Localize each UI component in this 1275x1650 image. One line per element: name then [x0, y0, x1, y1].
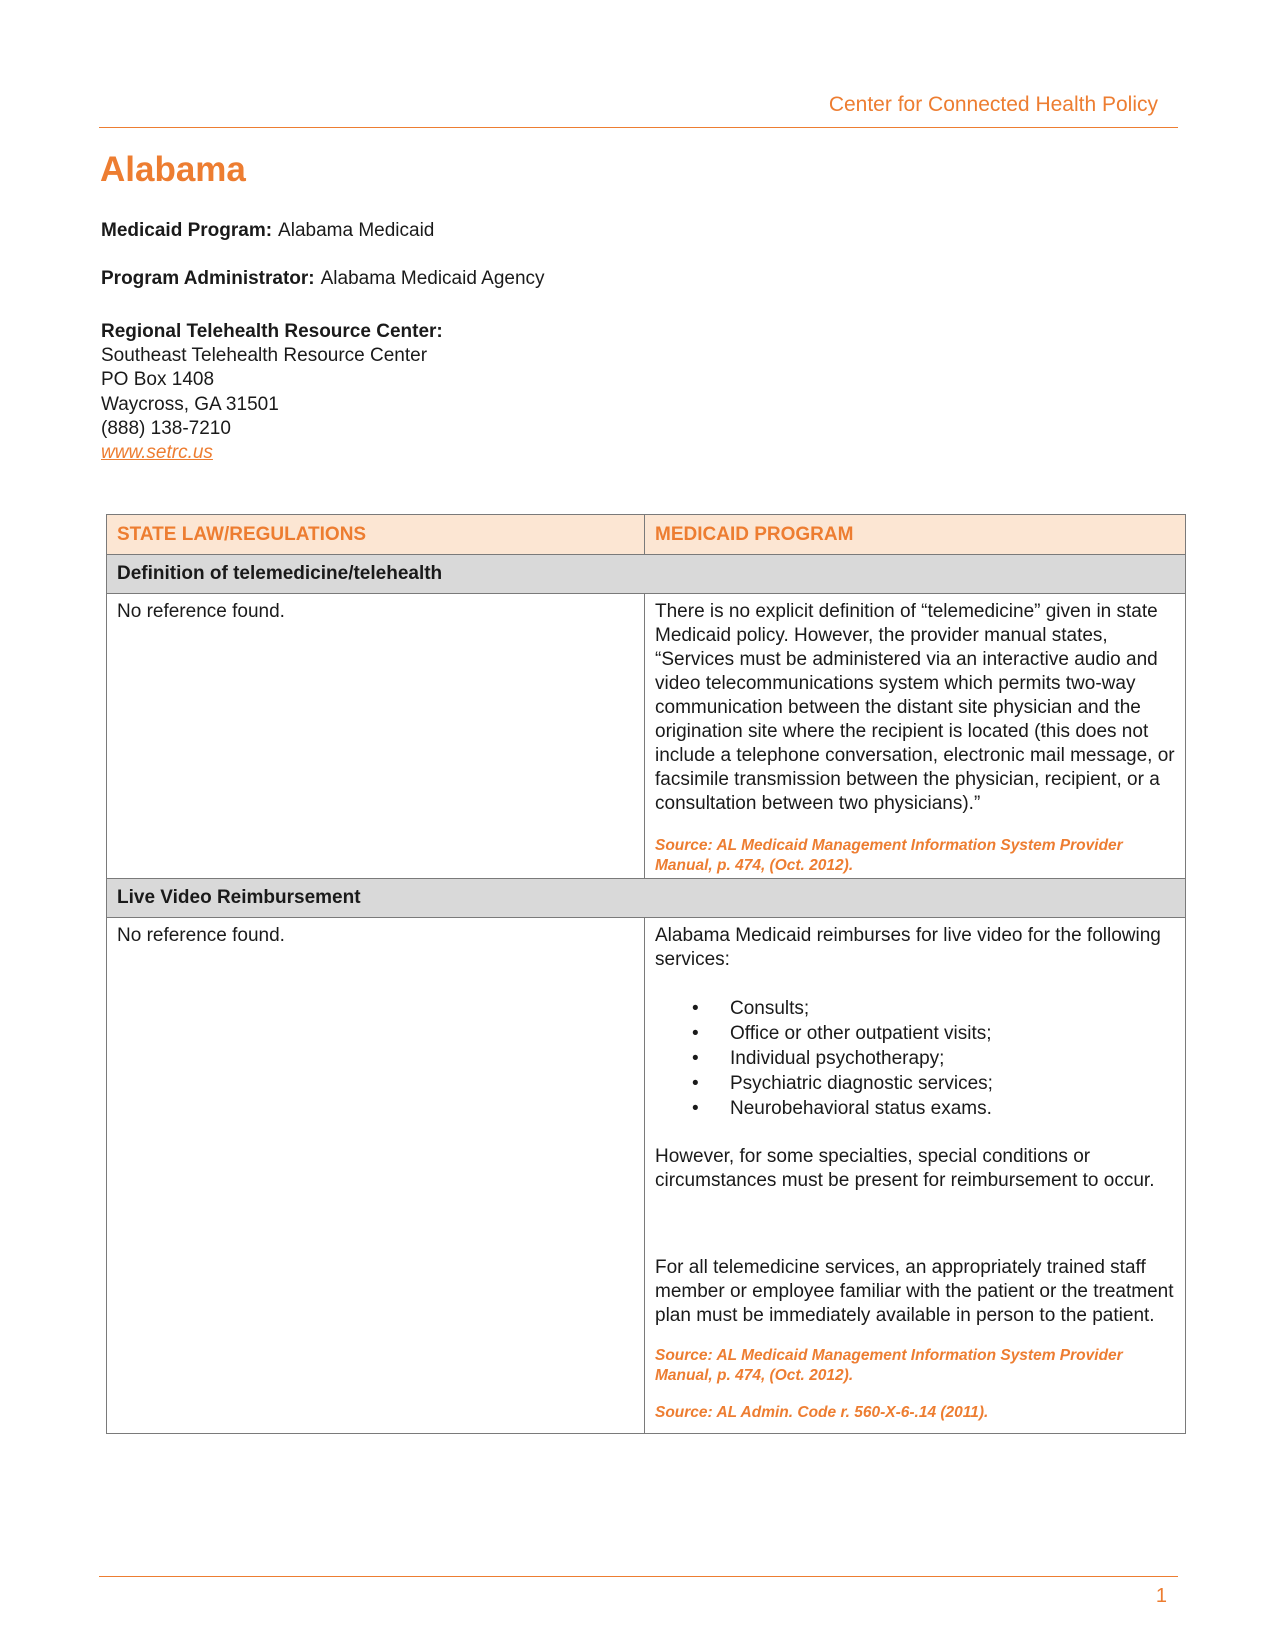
- state-law-text: No reference found.: [117, 925, 285, 946]
- table-header-row: [107, 515, 1186, 555]
- section-header-row: [107, 555, 1186, 594]
- list-item: • Office or other outpatient visits;: [692, 1023, 992, 1044]
- medicaid-cell: [645, 918, 1186, 1434]
- live-video-intro: Alabama Medicaid reimburses for live video for the following services:: [655, 925, 1161, 970]
- services-list: [655, 996, 1175, 1121]
- table-row: [107, 918, 1186, 1434]
- definition-text: There is no explicit definition of “telemedicine” given in state Medicaid policy. However, the provider manual states, “Services must be administered via an interactive audio and video telecommunications system which permits two-way communication between the distant site physician and the origination site where the recipient is located (this does not include a telephone conversation, electronic mail message, or facsimile transmission between the physician, recipient, or a consultation between two physicians).”: [655, 601, 1175, 814]
- section-title-live-video: Live Video Reimbursement: [107, 879, 1186, 918]
- page-number: 1: [1155, 1585, 1167, 1607]
- state-law-text: No reference found.: [117, 601, 285, 622]
- list-item: • Consults;: [692, 998, 810, 1019]
- definition-source: Source: AL Medicaid Management Information System Provider Manual, p. 474, (Oct. 2012).: [655, 837, 1123, 874]
- resource-center-name: Southeast Telehealth Resource Center: [101, 345, 428, 367]
- resource-center-link[interactable]: www.setrc.us: [101, 442, 213, 464]
- header-divider: [99, 127, 1178, 128]
- list-item: • Neurobehavioral status exams.: [692, 1098, 992, 1119]
- resource-center-block: [101, 320, 443, 465]
- medicaid-program-value: Alabama Medicaid: [278, 220, 435, 241]
- resource-center-label: Regional Telehealth Resource Center:: [101, 321, 443, 342]
- state-law-cell: [107, 918, 645, 1434]
- program-administrator-value: Alabama Medicaid Agency: [320, 268, 545, 289]
- table-row: [107, 594, 1186, 879]
- page-title: Alabama: [100, 150, 246, 189]
- resource-center-phone: (888) 138-7210: [101, 417, 231, 439]
- header-organization: Center for Connected Health Policy: [828, 93, 1158, 116]
- state-law-cell: [107, 594, 645, 879]
- resource-center-address1: PO Box 1408: [101, 369, 215, 391]
- program-administrator-line: [101, 267, 545, 291]
- live-video-source-1: Source: AL Medicaid Management Information System Provider Manual, p. 474, (Oct. 2012).: [655, 1347, 1123, 1384]
- list-item: • Psychiatric diagnostic services;: [692, 1073, 993, 1094]
- col-header-state-law: STATE LAW/REGULATIONS: [107, 515, 645, 555]
- resource-center-address2: Waycross, GA 31501: [101, 393, 279, 415]
- medicaid-program-line: [101, 219, 434, 243]
- special-conditions-text: However, for some specialties, special conditions or circumstances must be present for reimbursement to occur.: [655, 1146, 1155, 1191]
- col-header-medicaid: MEDICAID PROGRAM: [645, 515, 1186, 555]
- live-video-source-2: Source: AL Admin. Code r. 560-X-6-.14 (2011).: [655, 1404, 989, 1421]
- footer-divider: [99, 1576, 1178, 1577]
- program-administrator-label: Program Administrator:: [101, 268, 315, 289]
- staff-requirement-text: For all telemedicine services, an appropriately trained staff member or employee familiar with the patient or the treatment plan must be immediately available in person to the patient.: [655, 1257, 1174, 1326]
- medicaid-cell: [645, 594, 1186, 879]
- section-title-definition: Definition of telemedicine/telehealth: [107, 555, 1186, 594]
- list-item: • Individual psychotherapy;: [692, 1048, 945, 1069]
- section-header-row: [107, 879, 1186, 918]
- medicaid-program-label: Medicaid Program:: [101, 220, 273, 241]
- policy-table: [106, 514, 1186, 1434]
